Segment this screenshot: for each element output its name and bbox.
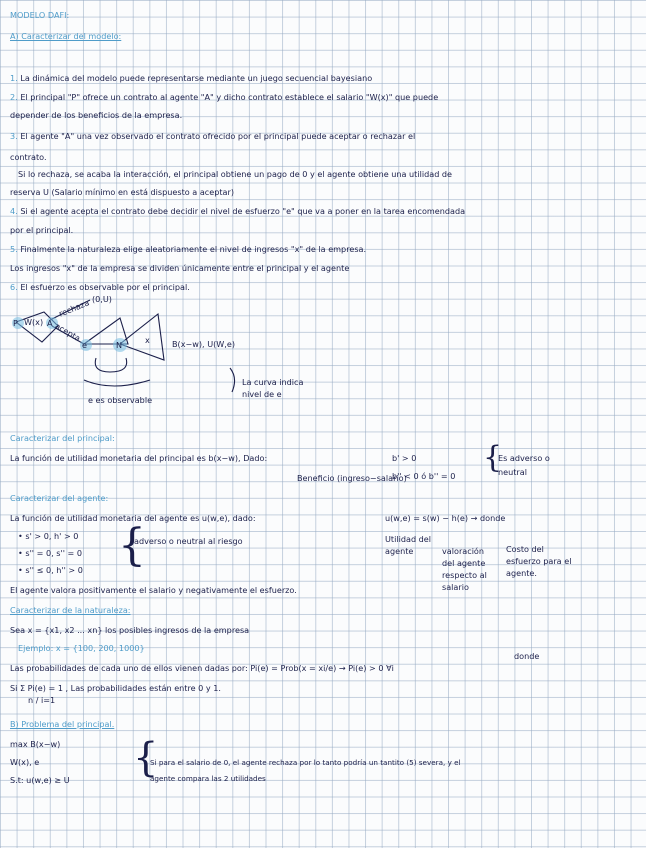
agente-final: El agente valora positivamente el salario y negativamente el esfuerzo. [10, 585, 297, 595]
principal-heading: Caracterizar del principal: [10, 433, 115, 443]
tree-rechaza-label: rechaza [57, 297, 91, 319]
principal-brace-text-1: Es adverso o [498, 453, 550, 463]
item-number: 4. [10, 206, 18, 216]
section-a-heading: A) Caracterizar del modelo: [10, 31, 122, 41]
cond-text: s'' ≤ 0, h'' > 0 [25, 565, 83, 575]
item-3-reject: Si lo rechaza, se acaba la interacción, el principal obtiene un pago de 0 y el agente obtiene una utilidad de [18, 169, 453, 179]
naturaleza-heading: Caracterizar de la naturaleza: [10, 605, 131, 615]
item-number: 6. [10, 282, 18, 292]
item-5-cont: Los ingresos "x" de la empresa se dividen únicamente entre el principal y el agente [10, 263, 350, 273]
naturaleza-line-3: Si Σ Pi(e) = 1 , Las probabilidades están entre 0 y 1. [10, 683, 221, 693]
agente-brace: { [118, 520, 146, 571]
tree-observable: e es observable [88, 395, 153, 405]
principal-cond-2: b'' < 0 ó b'' = 0 [392, 471, 456, 481]
principal-line: La función de utilidad monetaria del principal es b(x−w), Dado: [10, 453, 268, 463]
agente-line: La función de utilidad monetaria del agente es u(w,e), dado: [10, 513, 256, 523]
cond-text: s'' = 0, s'' = 0 [25, 548, 82, 558]
tree-payoff: B(x−w), U(W,e) [172, 339, 235, 349]
observable-bracket [84, 380, 150, 386]
naturaleza-example: Ejemplo: x = {100, 200, 1000} [18, 643, 145, 653]
section-b-note-1: Si para el salario de 0, el agente rechaza por lo tanto podría un tantito (5) severa, y el [150, 758, 461, 767]
agente-label-utility: Utilidad del agente [385, 534, 432, 556]
naturaleza-line-1: Sea x = {x1, x2 ... xn} los posibles ingresos de la empresa [10, 625, 250, 635]
principal-sublabel: Beneficio (ingreso−salario) [297, 473, 407, 483]
agente-label-salary: valoración del agente respecto al salario [442, 546, 487, 592]
naturaleza-line-2: Las probabilidades de cada uno de ellos vienen dadas por: Pi(e) = Prob(x = xi/e) → Pi(e) > 0 ∀i [10, 663, 394, 673]
item-text: El principal "P" ofrece un contrato al agente "A" y dicho contrato establece el salario "W(x)" que puede [20, 92, 439, 102]
item-number: 3. [10, 131, 18, 141]
effort-curve [95, 358, 126, 372]
tree-n-node: N [116, 340, 123, 350]
item-2-cont: depender de los beneficios de la empresa. [10, 110, 183, 120]
section-b-note-2: agente compara las 2 utilidades [150, 774, 266, 783]
agente-label-cost: Costo del esfuerzo para el agente. [506, 544, 572, 578]
item-3-cont: contrato. [10, 152, 47, 162]
tree-p-node: P [13, 318, 18, 328]
agente-cond-2: • s'' = 0, s'' = 0 [18, 548, 82, 558]
item-text: El agente "A" una vez observado el contrato ofrecido por el principal puede aceptar o rechazar el [20, 131, 416, 141]
principal-brace: { [483, 440, 503, 475]
agente-cond-1: • s' > 0, h' > 0 [18, 531, 79, 541]
section-b-heading: B) Problema del principal. [10, 719, 115, 729]
tree-a-node: A [47, 318, 53, 328]
agente-brace-text: adverso o neutral al riesgo [134, 536, 243, 546]
principal-brace-text-2: neutral [498, 467, 527, 477]
tree-rechaza-payoff: (0,U) [92, 294, 112, 304]
naturaleza-sigma-bounds: n / i=1 [28, 695, 56, 705]
naturaleza-donde: donde [514, 651, 540, 661]
item-text: El esfuerzo es observable por el principal. [20, 282, 190, 292]
tree-e-node: e [82, 340, 87, 350]
page-title: MODELO DAFI: [10, 10, 70, 20]
section-b-constraint: S.t: u(w,e) ≥ U [10, 775, 70, 785]
tree-contract-label: W(x) [24, 317, 44, 327]
tree-curve-note: La curva indica nivel de e [242, 377, 304, 399]
agente-formula: u(w,e) = s(w) − h(e) → donde [385, 513, 506, 523]
tree-acepta-label: acepta [53, 320, 83, 344]
section-b-brace: { [133, 735, 159, 781]
note-bracket [230, 368, 235, 392]
principal-cond-1: b' > 0 [392, 453, 417, 463]
item-number: 5. [10, 244, 18, 254]
agente-cond-3: • s'' ≤ 0, h'' > 0 [18, 565, 83, 575]
item-text: Finalmente la naturaleza elige aleatoriamente el nivel de ingresos "x" de la empresa. [20, 244, 367, 254]
cond-text: s' > 0, h' > 0 [25, 531, 79, 541]
agente-heading: Caracterizar del agente: [10, 493, 109, 503]
item-text: La dinámica del modelo puede representarse mediante un juego secuencial bayesiano [20, 73, 373, 83]
section-b-max: max B(x−w) [10, 739, 61, 749]
section-b-vars: W(x), e [10, 757, 40, 767]
item-4-cont: por el principal. [10, 225, 74, 235]
tree-x-label: x [145, 335, 150, 345]
item-text: Si el agente acepta el contrato debe decidir el nivel de esfuerzo "e" que va a poner en la tarea encomendada [20, 206, 466, 216]
nature-fan [120, 314, 164, 360]
item-number: 1. [10, 73, 18, 83]
item-number: 2. [10, 92, 18, 102]
item-3-reserve: reserva U (Salario mínimo en está dispuesto a aceptar) [10, 187, 234, 197]
